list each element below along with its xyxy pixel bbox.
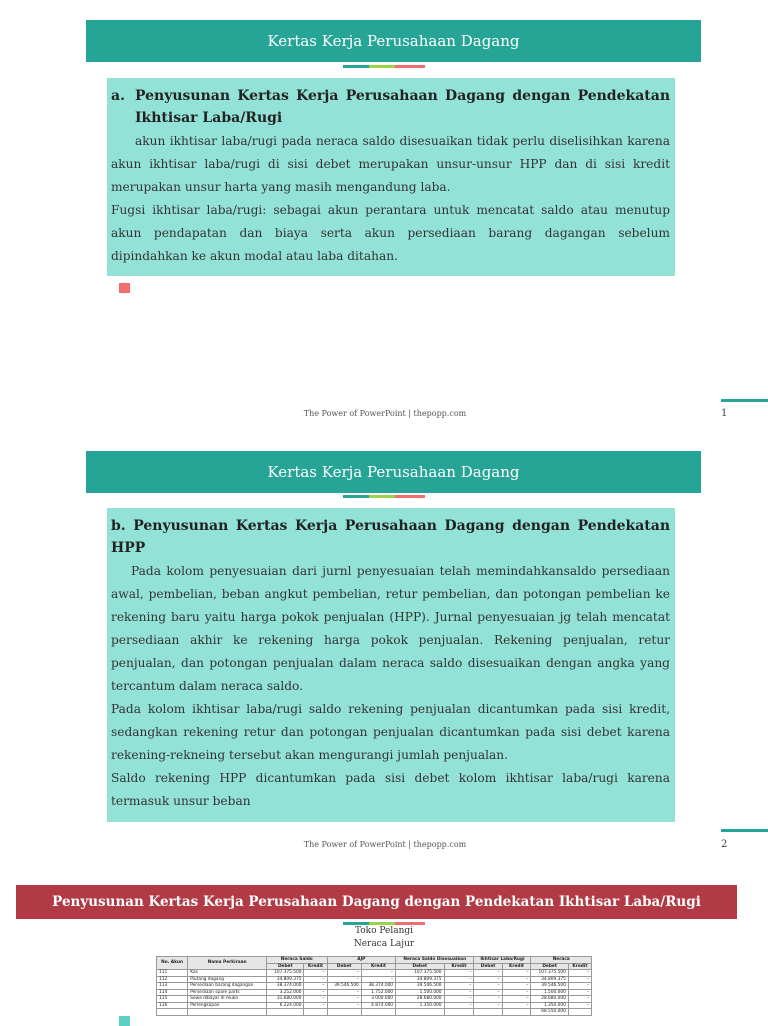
table-cell: 39.546.500: [327, 983, 361, 990]
table-cell: –: [474, 989, 502, 996]
table-cell: 31.680.000: [267, 996, 304, 1003]
section-heading: b. Penyusunan Kertas Kerja Perusahaan Dagang dengan Pendekatan HPP: [111, 518, 670, 556]
table-cell: 1.500.000: [531, 989, 568, 996]
table-cell: 68.550.000: [531, 1009, 568, 1016]
table-cell: –: [361, 976, 395, 983]
table-cell: –: [361, 970, 395, 977]
table-cell: 111: [157, 970, 188, 977]
worksheet-table-container: [156, 956, 592, 1024]
page-number: 2: [721, 839, 728, 850]
page-number: 1: [721, 408, 728, 419]
col-group-header: Neraca Saldo Disesuaikan: [396, 957, 474, 964]
table-cell: –: [568, 989, 591, 996]
table-cell: –: [444, 970, 474, 977]
paragraph: Fugsi ikhtisar laba/rugi: sebagai akun perantara untuk mencatat saldo atau menutup akun pendapatan dan biaya serta akun persediaan barang dagangan sebelum dipindahkan ke akun modal atau laba ditahan.: [111, 203, 670, 263]
table-cell: –: [304, 976, 327, 983]
section-heading: a. Penyusunan Kertas Kerja Perusahaan Dagang dengan Pendekatan Ikhtisar Laba/Rugi: [111, 88, 670, 126]
col-subheader-debet: Debet: [474, 963, 502, 970]
table-cell: [361, 1009, 395, 1016]
table-cell: 113: [157, 983, 188, 990]
table-cell: 1.350.000: [531, 1002, 568, 1009]
col-subheader-debet: Debet: [531, 963, 568, 970]
table-cell: 28.680.000: [531, 996, 568, 1003]
table-cell: 39.546.500: [531, 983, 568, 990]
table-cell: [568, 1009, 591, 1016]
table-cell: 1.752.000: [361, 989, 395, 996]
table-cell: [327, 1009, 361, 1016]
table-cell: 34.809.375: [396, 976, 444, 983]
table-cell: –: [502, 976, 531, 983]
table-cell: [157, 1009, 188, 1016]
table-cell: Piutang dagang: [188, 976, 267, 983]
table-cell: –: [444, 1002, 474, 1009]
table-cell: 112: [157, 976, 188, 983]
bullet-marker: [119, 1016, 130, 1026]
table-cell: 39.546.500: [396, 983, 444, 990]
table-cell: 4.874.000: [361, 1002, 395, 1009]
slide-title: Kertas Kerja Perusahaan Dagang: [86, 451, 701, 493]
col-header-no: No. Akun: [157, 957, 188, 970]
table-cell: –: [502, 983, 531, 990]
table-cell: 115: [157, 996, 188, 1003]
table-cell: –: [568, 1002, 591, 1009]
table-cell: –: [327, 976, 361, 983]
table-cell: –: [568, 996, 591, 1003]
col-subheader-debet: Debet: [327, 963, 361, 970]
table-cell: –: [444, 983, 474, 990]
footer-text: The Power of PowerPoint | thepopp.com: [303, 409, 467, 418]
table-cell: –: [474, 1002, 502, 1009]
table-cell: –: [568, 983, 591, 990]
table-cell: –: [568, 976, 591, 983]
paragraph: Pada kolom ikhtisar laba/rugi saldo rekening penjualan dicantumkan pada sisi kredit, sedangkan rekening retur dan potongan penjualan dicantumkan pada sisi debet karena rekening-rekneing tersebut akan mengurangi jumlah penjualan.: [111, 702, 670, 762]
table-cell: Persediaan spare parts: [188, 989, 267, 996]
table-cell: –: [502, 996, 531, 1003]
table-cell: –: [568, 970, 591, 977]
table-cell: 1.500.000: [396, 989, 444, 996]
table-cell: [444, 1009, 474, 1016]
table-cell: 34.809.375: [267, 976, 304, 983]
table-cell: –: [502, 970, 531, 977]
table-cell: –: [474, 996, 502, 1003]
worksheet-table: [156, 956, 592, 1016]
table-cell: –: [444, 996, 474, 1003]
col-subheader-debet: Debet: [396, 963, 444, 970]
table-cell: 3.252.000: [267, 989, 304, 996]
table-cell: 28.680.000: [396, 996, 444, 1003]
col-group-header: AJP: [327, 957, 396, 964]
table-cell: 3.000.000: [361, 996, 395, 1003]
col-subheader-kredit: Kredit: [304, 963, 327, 970]
table-cell: 38.374.000: [361, 983, 395, 990]
col-group-header: Ikhtisar Laba/Rugi: [474, 957, 531, 964]
col-group-header: Neraca Saldo: [267, 957, 328, 964]
paragraph: Pada kolom penyesuaian dari jurnl penyesuaian telah memindahkansaldo persediaan awal, pembelian, beban angkut pembelian, retur pembelian, dan potongan pembelian ke rekening baru yaitu harga pokok penjualan (HPP). Jurnal penyesuaian jg telah mencatat persediaan akhir ke rekening harga pokok penjualan. Rekening penjualan, retur penjualan, dan potongan penjualan dalam neraca saldo disesuaikan dengan angka yang tercantum dalam neraca saldo.: [111, 564, 670, 693]
table-cell: 107.375.500: [396, 970, 444, 977]
table-cell: –: [444, 976, 474, 983]
table-cell: Kas: [188, 970, 267, 977]
slide-title: Kertas Kerja Perusahaan Dagang: [86, 20, 701, 62]
table-row: [157, 989, 592, 996]
table-cell: –: [304, 970, 327, 977]
table-cell: –: [304, 983, 327, 990]
table-cell: –: [304, 996, 327, 1003]
table-cell: –: [327, 996, 361, 1003]
table-cell: [267, 1009, 304, 1016]
table-cell: [188, 1009, 267, 1016]
table-cell: 114: [157, 989, 188, 996]
sheet-name: Neraca Lajur: [353, 939, 415, 949]
table-cell: Sewa dibayar di muka: [188, 996, 267, 1003]
table-cell: 107.375.500: [531, 970, 568, 977]
table-cell: –: [474, 976, 502, 983]
table-cell: 116: [157, 1002, 188, 1009]
col-subheader-kredit: Kredit: [361, 963, 395, 970]
table-cell: –: [474, 970, 502, 977]
table-cell: –: [327, 970, 361, 977]
table-cell: [502, 1009, 531, 1016]
col-subheader-kredit: Kredit: [568, 963, 591, 970]
paragraph: Saldo rekening HPP dicantumkan pada sisi debet kolom ikhtisar laba/rugi karena termasuk unsur beban: [111, 771, 670, 808]
col-group-header: Neraca: [531, 957, 592, 964]
table-cell: 38.374.000: [267, 983, 304, 990]
footer-text: The Power of PowerPoint | thepopp.com: [303, 840, 467, 849]
col-header-name: Nama Perkiraan: [188, 957, 267, 970]
table-cell: 107.375.500: [267, 970, 304, 977]
table-cell: Perlengkapan: [188, 1002, 267, 1009]
table-cell: 34.809.375: [531, 976, 568, 983]
table-cell: –: [327, 1002, 361, 1009]
paragraph: akun ikhtisar laba/rugi pada neraca saldo disesuaikan tidak perlu diselisihkan karena akun ikhtisar laba/rugi di sisi debet merupakan unsur-unsur HPP dan di sisi kredit merupakan unsur harta yang masih mengandung laba.: [111, 134, 670, 194]
table-cell: –: [502, 1002, 531, 1009]
table-cell: –: [304, 989, 327, 996]
col-subheader-kredit: Kredit: [502, 963, 531, 970]
table-row: [157, 1009, 592, 1016]
table-cell: –: [444, 989, 474, 996]
table-row: [157, 996, 592, 1003]
col-subheader-debet: Debet: [267, 963, 304, 970]
table-cell: –: [327, 989, 361, 996]
table-row: [157, 983, 592, 990]
table-cell: [304, 1009, 327, 1016]
table-cell: –: [474, 983, 502, 990]
table-cell: [396, 1009, 444, 1016]
company-name: Toko Pelangi: [354, 926, 414, 936]
table-cell: Persediaan barang dagangan: [188, 983, 267, 990]
table-cell: [474, 1009, 502, 1016]
slide-title: Penyusunan Kertas Kerja Perusahaan Dagang dengan Pendekatan Ikhtisar Laba/Rugi: [16, 885, 737, 919]
table-cell: 1.350.000: [396, 1002, 444, 1009]
col-subheader-kredit: Kredit: [444, 963, 474, 970]
table-cell: 6.224.000: [267, 1002, 304, 1009]
table-cell: –: [304, 1002, 327, 1009]
table-cell: –: [502, 989, 531, 996]
